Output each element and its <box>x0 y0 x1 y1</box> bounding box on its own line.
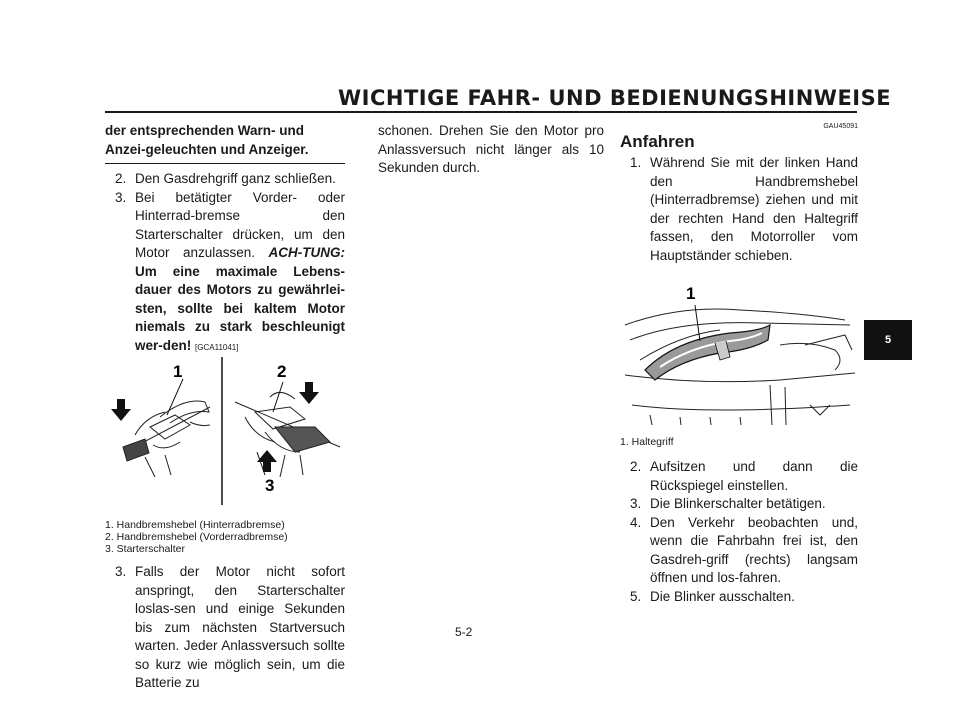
header-rule <box>105 111 857 113</box>
chapter-tab[interactable]: 5 <box>864 320 912 360</box>
middle-column <box>378 122 604 178</box>
step-3-retry <box>105 563 345 693</box>
step-text: Die Blinker ausschalten. <box>650 588 795 604</box>
figure-caption-3: 3. Starterschalter <box>105 543 185 555</box>
caution-label: ACH-TUNG: <box>268 245 345 260</box>
step-number: 3. <box>115 189 127 205</box>
right-column <box>620 122 858 606</box>
step-text: Die Blinkerschalter betätigen. <box>650 496 826 511</box>
warning-rule <box>105 163 345 164</box>
page-number: 5-2 <box>455 625 473 639</box>
figure-caption-1: 1. Handbremshebel (Hinterradbremse) <box>105 519 285 531</box>
step-number: 4. <box>630 514 642 530</box>
handlebar-figure <box>105 357 345 507</box>
figure-label-3: 3 <box>265 476 275 495</box>
left-column <box>105 122 345 693</box>
step-number: 2. <box>115 171 127 186</box>
caution-code: [GCA11041] <box>195 342 239 352</box>
step-1 <box>620 154 858 265</box>
step-3 <box>105 189 345 358</box>
step-text: Den Gasdrehgriff ganz schließen. <box>135 171 336 186</box>
caution-text: Um eine maximale Lebens-dauer des Motors zu gewährlei-sten, sollte bei kaltem Motor niemals zu stark beschleunigt wer-den! <box>135 263 345 353</box>
step-4 <box>620 514 858 588</box>
step-number: 2. <box>630 459 642 474</box>
grab-handle-figure <box>620 265 858 430</box>
figure-label-1: 1 <box>173 362 183 381</box>
step-3 <box>620 495 858 514</box>
step-5 <box>620 588 858 607</box>
page-header-title: WICHTIGE FAHR- UND BEDIENUNGSHINWEISE <box>338 86 892 110</box>
step-number: 3. <box>115 564 127 579</box>
step-number: 5. <box>630 588 642 604</box>
arrow-down-icon <box>111 399 131 421</box>
step-text: Während Sie mit der linken Hand den Handbremshebel (Hinterradbremse) ziehen und mit der rechten Hand den Haltegriff fassen, den Motorroller vom Hauptständer schieben. <box>650 155 858 263</box>
section-title: Anfahren <box>620 132 695 151</box>
arrow-down-icon <box>299 382 319 404</box>
step-text: Falls der Motor nicht sofort anspringt, den Starterschalter loslas-sen und einige Sekunden bis zum nächsten Startversuch warten. Jeder Anlassversuch sollte so kurz wie möglich sein, um die Batterie zu <box>135 564 345 690</box>
step-number: 1. <box>630 155 642 170</box>
figure-caption-2: 2. Handbremshebel (Vorderradbremse) <box>105 531 288 543</box>
step-2 <box>620 458 858 495</box>
step-text: Den Verkehr beobachten und, wenn die Fahrbahn frei ist, den Gasdreh-griff (rechts) langsam öffnen und los-fahren. <box>650 514 858 585</box>
step-2 <box>105 170 345 189</box>
figure-label-2: 2 <box>277 362 287 381</box>
step-number: 3. <box>630 496 642 511</box>
section-code: GAU45091 <box>823 123 858 130</box>
step-text: Aufsitzen und dann die Rückspiegel einstellen. <box>650 459 858 493</box>
step-text: Bei betätigter Vorder- oder Hinterrad-bremse den Starterschalter drücken, um den Motor anzulassen. <box>135 189 345 260</box>
continuation-text: schonen. Drehen Sie den Motor pro Anlassversuch nicht länger als 10 Sekunden durch. <box>378 123 604 175</box>
figure-label-1: 1 <box>686 284 696 303</box>
warning-tail: der entsprechenden Warn- und Anzei-geleuchten und Anzeiger. <box>105 123 309 157</box>
figure-caption: 1. Haltegriff <box>620 436 674 448</box>
